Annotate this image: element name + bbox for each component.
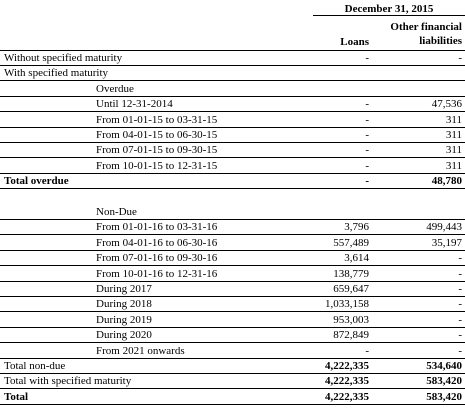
table-row (0, 344, 465, 359)
row-label: From 04-01-15 to 06-30-15 (96, 129, 218, 141)
table-row (0, 374, 465, 389)
loans-value: 1,033,158 (325, 298, 369, 311)
table-row (0, 220, 465, 235)
table-row (0, 282, 465, 297)
loans-value: - (365, 159, 369, 172)
table-row (0, 97, 465, 112)
other-liabilities-value: - (458, 344, 462, 357)
loans-value: 3,614 (344, 252, 369, 265)
row-label: Non-Due (96, 206, 137, 218)
column-header-loans: Loans (340, 36, 369, 48)
row-label: Without specified maturity (4, 52, 123, 64)
other-liabilities-value: 35,197 (431, 236, 462, 249)
other-liabilities-value: 311 (445, 113, 462, 126)
row-label: During 2019 (96, 313, 152, 326)
table-row (0, 51, 465, 66)
loans-value: 953,003 (333, 313, 369, 326)
loans-value: - (365, 98, 369, 111)
table-row (0, 143, 465, 158)
loans-value: 4,222,335 (325, 360, 369, 372)
table-row (0, 128, 465, 143)
row-label: Total with specified maturity (4, 375, 132, 388)
loans-value: - (365, 144, 369, 157)
column-header-other-financial-liabilities (370, 20, 462, 48)
loans-value: 4,222,335 (325, 375, 369, 388)
row-label: From 01-01-16 to 03-31-16 (96, 221, 218, 234)
row-label: Until 12-31-2014 (96, 98, 173, 111)
table-row (0, 205, 465, 220)
row-label: With specified maturity (4, 67, 109, 80)
row-label: Total (4, 390, 29, 403)
table-row (0, 328, 465, 343)
other-liabilities-value: 534,640 (426, 360, 462, 372)
column-group-date: December 31, 2015 (313, 3, 465, 16)
row-label: From 01-01-15 to 03-31-15 (96, 113, 218, 126)
row-label: During 2018 (96, 298, 152, 311)
table-row (0, 159, 465, 174)
table-row (0, 190, 465, 205)
other-liabilities-value: 311 (445, 159, 462, 172)
other-liabilities-value: 583,420 (426, 375, 462, 388)
table-row (0, 236, 465, 251)
other-header-line2: liabilities (419, 35, 462, 47)
other-liabilities-value: 311 (445, 129, 462, 141)
other-liabilities-value: - (458, 329, 462, 342)
table-row (0, 267, 465, 282)
table-row (0, 174, 465, 189)
loans-value: - (365, 175, 369, 188)
other-liabilities-value: - (458, 283, 462, 295)
table-row (0, 66, 465, 81)
table-row (0, 313, 465, 328)
other-liabilities-value: 499,443 (426, 221, 462, 234)
row-label: From 07-01-15 to 09-30-15 (96, 144, 218, 157)
table-row (0, 390, 465, 405)
other-liabilities-value: 47,536 (431, 98, 462, 111)
row-label: During 2020 (96, 329, 152, 342)
other-liabilities-value: - (458, 52, 462, 64)
other-liabilities-value: - (458, 252, 462, 265)
row-label: From 04-01-16 to 06-30-16 (96, 236, 218, 249)
other-liabilities-value: - (458, 313, 462, 326)
table-row (0, 297, 465, 312)
row-label: During 2017 (96, 283, 152, 295)
loans-value: 3,796 (344, 221, 369, 234)
row-label: Overdue (96, 82, 134, 95)
loans-value: 557,489 (333, 236, 369, 249)
row-label: From 10-01-15 to 12-31-15 (96, 159, 218, 172)
loans-value: - (365, 113, 369, 126)
table-row (0, 251, 465, 266)
loans-value: - (365, 52, 369, 64)
other-liabilities-value: 48,780 (431, 175, 462, 188)
row-label: Total overdue (4, 175, 69, 188)
loans-value: - (365, 344, 369, 357)
table-row (0, 113, 465, 128)
row-label: From 07-01-16 to 09-30-16 (96, 252, 218, 265)
loans-value: 4,222,335 (325, 390, 369, 403)
other-liabilities-value: - (458, 267, 462, 280)
row-label: Total non-due (4, 360, 66, 372)
loans-value: 872,849 (333, 329, 369, 342)
other-liabilities-value: 311 (445, 144, 462, 157)
table-row (0, 82, 465, 97)
row-label: From 10-01-16 to 12-31-16 (96, 267, 218, 280)
row-label: From 2021 onwards (96, 344, 185, 357)
loans-value: 138,779 (333, 267, 369, 280)
loans-value: - (365, 129, 369, 141)
table-row (0, 359, 465, 374)
loans-value: 659,647 (333, 283, 369, 295)
other-liabilities-value: 583,420 (426, 390, 462, 403)
other-header-line1: Other financial (390, 21, 462, 33)
table-header (0, 0, 465, 50)
other-liabilities-value: - (458, 298, 462, 311)
